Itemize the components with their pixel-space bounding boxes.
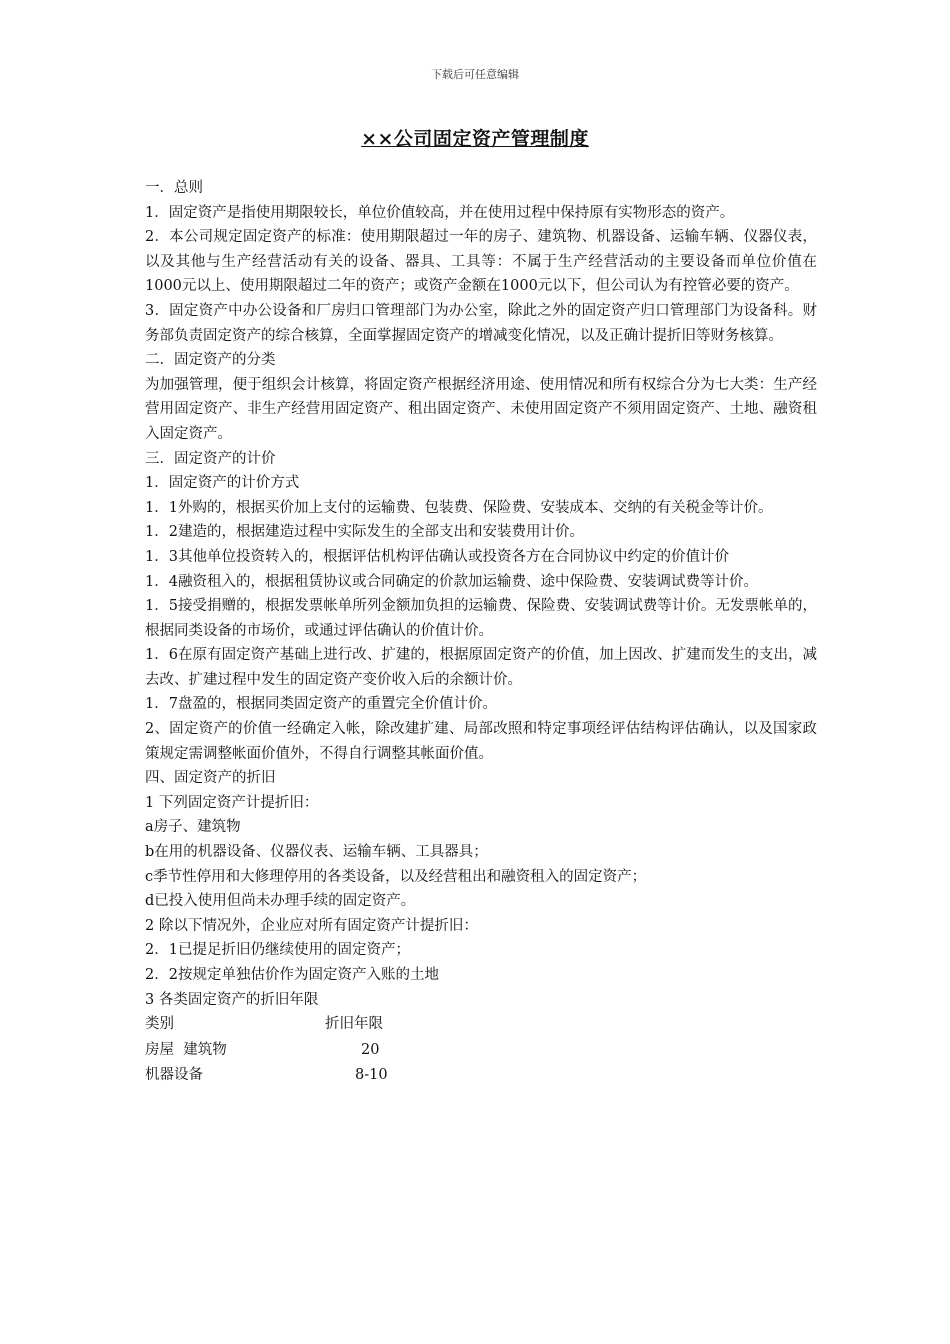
- paragraph: 3．固定资产中办公设备和厂房归口管理部门为办公室，除此之外的固定资产归口管理部门为设备科。财务部负责固定资产的综合核算，全面掌握固定资产的增减变化情况，以及正确计提折旧等财务核算。: [145, 302, 817, 344]
- paragraph: 1．1外购的，根据买价加上支付的运输费、包装费、保险费、安装成本、交纳的有关税金等计价。: [145, 499, 773, 516]
- paragraph: 2 除以下情况外，企业应对所有固定资产计提折旧：: [145, 917, 478, 934]
- paragraph: 2、固定资产的价值一经确定入帐，除改建扩建、局部改照和特定事项经评估结构评估确认，以及国家政策规定需调整帐面价值外，不得自行调整其帐面价值。: [145, 721, 817, 762]
- paragraph: 1 下列固定资产计提折旧：: [145, 794, 319, 811]
- table-cell-years: 20: [361, 1041, 380, 1058]
- paragraph: 1．固定资产是指使用期限较长，单位价值较高，并在使用过程中保持原有实物形态的资产。: [145, 204, 735, 221]
- table-header-row: [145, 1012, 817, 1038]
- table-row: [145, 1038, 817, 1064]
- section-heading: 三．固定资产的计价: [145, 450, 276, 467]
- header-note: 下载后可任意编辑: [431, 68, 519, 81]
- list-item: 2．1已提足折旧仍继续使用的固定资产；: [145, 942, 410, 959]
- table-cell-category: 机器设备: [145, 1067, 203, 1084]
- list-item: d已投入使用但尚未办理手续的固定资产。: [145, 893, 416, 910]
- list-item: c季节性停用和大修理停用的各类设备，以及经营租出和融资租入的固定资产；: [145, 868, 647, 885]
- table-cell-category: 房屋 建筑物: [145, 1041, 227, 1058]
- paragraph: 1．5接受捐赠的，根据发票帐单所列金额加负担的运输费、保险费、安装调试费等计价。无发票帐单的，根据同类设备的市场价，或通过评估确认的价值计价。: [145, 598, 817, 639]
- table-row: [145, 1063, 817, 1089]
- list-item: b在用的机器设备、仪器仪表、运输车辆、工具器具；: [145, 844, 488, 861]
- depreciation-table: [145, 1012, 817, 1089]
- paragraph: 1．7盘盈的，根据同类固定资产的重置完全价值计价。: [145, 696, 497, 713]
- paragraph: 1．2建造的，根据建造过程中实际发生的全部支出和安装费用计价。: [145, 524, 584, 541]
- document-body: [145, 176, 817, 1089]
- section-heading: 四、固定资产的折旧: [145, 770, 276, 787]
- table-header-category: 类别: [145, 1016, 174, 1033]
- paragraph: 2．本公司规定固定资产的标准：使用期限超过一年的房子、建筑物、机器设备、运输车辆、仪器仪表，以及其他与生产经营活动有关的设备、器具、工具等：不属于生产经营活动的主要设备而单位价值在1000元以上、使用期限超过二年的资产；或资产金额在1000元以下，但公司认为有控管必要的资产。: [145, 229, 817, 295]
- paragraph: 1．4融资租入的，根据租赁协议或合同确定的价款加运输费、途中保险费、安装调试费等计价。: [145, 573, 758, 590]
- paragraph: 为加强管理，便于组织会计核算，将固定资产根据经济用途、使用情况和所有权综合分为七大类：生产经营用固定资产、非生产经营用固定资产、租出固定资产、未使用固定资产不须用固定资产、土地、融资租入固定资产。: [145, 376, 817, 442]
- list-item: 2．2按规定单独估价作为固定资产入账的土地: [145, 967, 439, 983]
- table-cell-years: 8-10: [355, 1067, 388, 1084]
- table-header-years: 折旧年限: [325, 1016, 383, 1033]
- paragraph: 1．6在原有固定资产基础上进行改、扩建的，根据原固定资产的价值，加上因改、扩建而发生的支出，减去改、扩建过程中发生的固定资产变价收入后的余额计价。: [145, 647, 817, 688]
- paragraph: 1．固定资产的计价方式: [145, 475, 300, 492]
- paragraph: 3 各类固定资产的折旧年限: [145, 991, 319, 1008]
- document-title: ××公司固定资产管理制度: [361, 128, 589, 150]
- paragraph: 1．3其他单位投资转入的，根据评估机构评估确认或投资各方在合同协议中约定的价值计价: [145, 548, 729, 565]
- section-heading: 二．固定资产的分类: [145, 352, 276, 369]
- list-item: a房子、建筑物: [145, 819, 241, 836]
- section-heading: 一．总则: [145, 180, 203, 196]
